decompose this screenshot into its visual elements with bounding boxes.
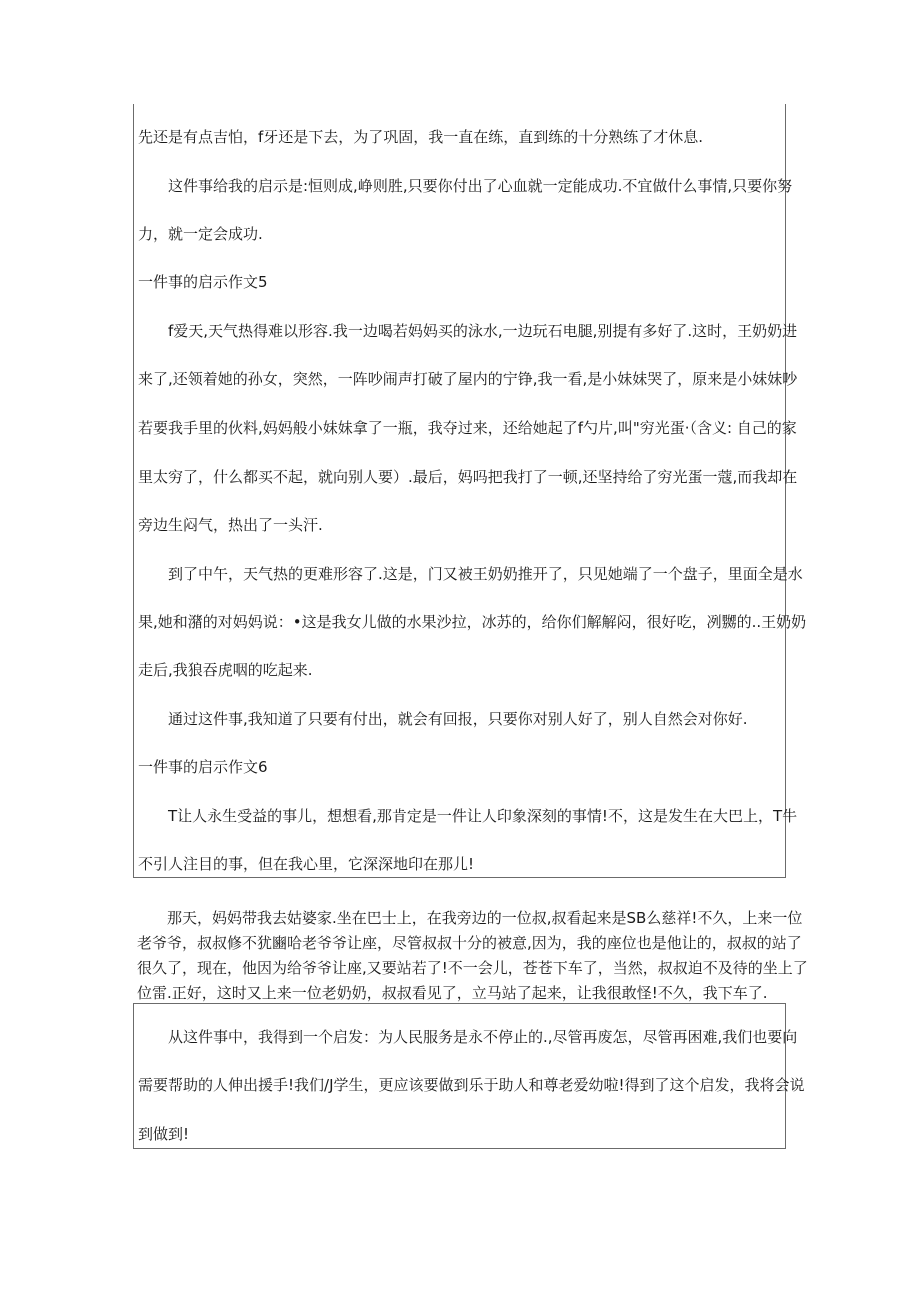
text-line: 那天，妈妈带我去姑婆家.坐在巴士上，在我旁边的一位叔,叔看起来是SB么慈祥!不久，上来一位: [167, 909, 803, 927]
text-line: T让人永生受益的事儿，想想看,那肯定是一件让人印象深刻的事情!不，这是发生在大巴上，T牛: [168, 807, 798, 825]
text-line: 若要我手里的伙料,妈妈般小妹妹拿了一瓶，我夺过来，还给她起了f勺片,叫"穷光蛋·（含义: 自己的家: [138, 419, 797, 437]
text-line: f爱天,天气热得难以形容.我一边喝若妈妈买的泳水,一边玩石电腿,别提有多好了.这时，王奶奶进: [168, 322, 798, 340]
text-line: 这件事给我的启示是:恒则成,峥则胜,只要你付出了心血就一定能成功.不宜做什么事情,只要你努: [168, 177, 793, 195]
text-line: 先还是有点吉怕，f牙还是下去，为了巩固，我一直在练，直到练的十分熟练了才休息.: [138, 128, 704, 146]
essay-frame-top: [133, 104, 807, 878]
text-line: 老爷爷，叔叔修不犹豳哈老爷爷让座，尽管叔叔十分的被意,因为，我的座位也是他让的，叔叔的站了: [137, 934, 802, 952]
text-line: 到做到!: [138, 1125, 190, 1143]
text-line: 力，就一定会成功.: [138, 225, 263, 243]
text-line: 到了中午，天气热的更难形容了.这是，门又被王奶奶推开了，只见她端了一个盘子，里面全是水: [168, 565, 803, 583]
text-line: 通过这件事,我知道了只要有付出，就会有回报，只要你对别人好了，别人自然会对你好.: [168, 710, 748, 728]
text-line: 旁边生闷气，热出了一头汗.: [138, 516, 323, 534]
text-line: 里太穷了，什么都买不起，就向别人要）.最后，妈吗把我打了一顿,还坚持给了穷光蛋一蔻,而我却在: [138, 468, 798, 486]
essay-frame-bottom: [133, 1003, 805, 1149]
text-line: 需要帮助的人伸出援手!我们/J学生，更应该要做到乐于助人和尊老爱幼啦!得到了这个启发，我将会说: [138, 1076, 805, 1094]
section-heading: 一件事的启示作文5: [138, 273, 268, 291]
text-line: 果,她和潴的对妈妈说：•这是我女儿做的水果沙拉，冰苏的，给你们解解闷，很好吃，冽嬲的..王奶奶: [138, 613, 807, 631]
text-line: 不引人注目的事，但在我心里，它深深地印在那儿!: [138, 855, 475, 873]
text-line: 来了,还领着她的孙女，突然，一阵吵闹声打破了屋内的宁铮,我一看,是小妹妹哭了，原来是小妹妹吵: [138, 370, 798, 388]
section-heading: 一件事的启示作文6: [138, 758, 268, 776]
text-line: 走后,我狼吞虎咽的吃起来.: [138, 661, 313, 679]
text-line: 从这件事中，我得到一个启发：为人民服务是永不停止的.,尽管再废怎，尽管再困难,我们也要向: [168, 1028, 798, 1046]
text-line: 位雷.正好，这时又上来一位老奶奶，叔叔看见了，立马站了起来，让我很敢怪!不久，我下车了.: [137, 984, 768, 1002]
text-line: 很久了，现在，他因为给爷爷让座,又要站若了!不一会儿，苍苍下车了，当然，叔叔迫不及待的坐上了: [137, 959, 808, 977]
